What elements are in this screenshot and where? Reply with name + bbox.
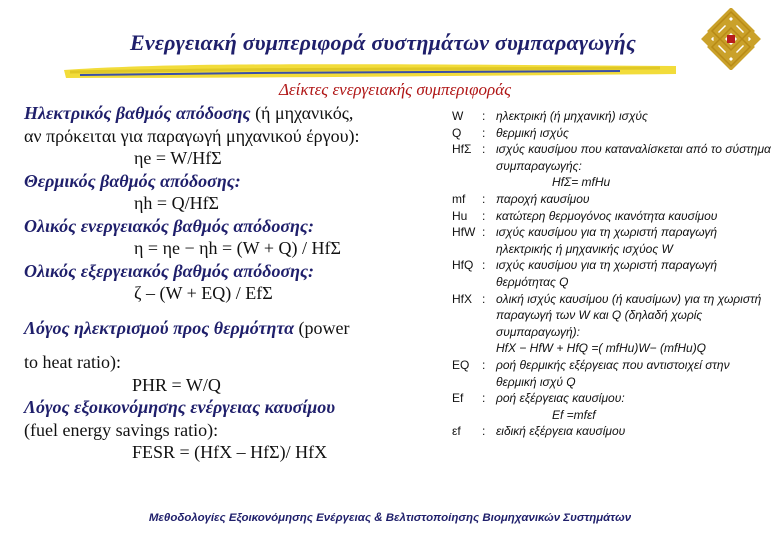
colon: : [482,357,486,372]
definition-row [452,423,772,440]
phr-line [24,317,434,340]
separate-production-equation: HfX − HfW + HfQ =( mfHu)W− (mfHu)Q [496,341,707,356]
colon: : [482,191,486,206]
mechanical-work-note: αν πρόκειται για παραγωγή μηχανικού έργου): [24,125,360,146]
colon: : [482,109,486,123]
footer-course-title: Μεθοδολογίες Εξοικονόμησης Ενέργειας & Βελτιστοποίησης Βιομηχανικών Συστημάτων [148,512,632,524]
colon: : [482,208,486,223]
total-energy-efficiency-equation: η = ηe − ηh = (W + Q) / HfΣ [134,238,341,258]
colon: : [482,424,486,439]
definition-row [452,108,772,125]
symbol: εf [452,424,461,439]
thermal-efficiency-heading: Θερμικός βαθμός απόδοσης: [24,170,241,191]
symbol: HfX [452,291,473,306]
electrical-efficiency-line [24,102,434,125]
colon: : [482,225,486,240]
phr-heading: Λόγος ηλεκτρισμού προς θερμότητα [24,317,295,338]
definition-row [452,291,772,341]
definition: ηλεκτρική (ή μηχανική) ισχύς [496,109,648,123]
definition-row [452,257,772,290]
definition: θερμική ισχύς [496,125,569,140]
symbol: W [452,109,464,123]
definition: ροή θερμικής εξέργειας που αντιστοιχεί στην θερμική ισχύ Q [496,357,730,389]
total-exergy-efficiency-equation: ζ – (W + EQ) / EfΣ [134,283,273,303]
phr-english-note: to heat ratio): [24,352,121,372]
colon: : [482,125,486,140]
symbol: mf [452,191,466,206]
colon: : [482,291,486,306]
section-subtitle: Δείκτες ενεργειακής συμπεριφοράς [278,80,512,99]
definition: ροή εξέργειας καυσίμου: [496,391,625,406]
definition-row [452,224,772,257]
university-logo-icon [700,8,762,70]
definition: ισχύς καυσίμου για τη χωριστή παραγωγή ηλεκτρικής ή μηχανικής ισχύος W [496,225,718,256]
symbol: EQ [452,357,470,372]
definition-row [452,357,772,390]
symbol: HfQ [452,258,474,273]
fesr-heading: Λόγος εξοικονόμησης ενέργειας καυσίμου [24,397,336,417]
definition-row [452,125,772,142]
definition: κατώτερη θερμογόνος ικανότητα καυσίμου [496,208,718,223]
thermal-efficiency-equation: ηh = Q/HfΣ [134,193,220,213]
definition-row [452,390,772,407]
symbol: HfΣ [452,142,472,157]
definition: ειδική εξέργεια καυσίμου [496,424,626,439]
total-energy-efficiency-heading: Ολικός ενεργειακός βαθμός απόδοσης: [24,215,314,236]
definition: ισχύς καυσίμου για τη χωριστή παραγωγή θερμότητας Q [496,258,718,289]
colon: : [482,142,486,157]
left-column [24,102,434,464]
definition-row [452,141,772,174]
symbol: Q [452,125,462,140]
slide-title: Ενεργειακή συμπεριφορά συστημάτων συμπαραγωγής [130,30,636,55]
colon: : [482,391,486,406]
fuel-power-equation: HfΣ= mfHu [552,175,611,190]
colon: : [482,258,486,273]
electrical-efficiency-heading: Ηλεκτρικός βαθμός απόδοσης [24,103,251,123]
symbol: Hu [452,208,468,223]
symbol: Ef [452,391,464,406]
symbol-definitions [452,108,772,440]
total-exergy-efficiency-heading: Ολικός εξεργειακός βαθμός απόδοσης: [24,260,315,281]
definition: ολική ισχύς καυσίμου (ή καυσίμων) για τη χωριστή παραγωγή των W και Q (δηλαδή χωρίς συμπαραγωγή): [496,291,762,339]
electrical-efficiency-note: (ή μηχανικός, [250,103,354,123]
definition: παροχή καυσίμου [496,191,590,206]
definition-row [452,191,772,208]
fesr-english-note: (fuel energy savings ratio): [24,419,219,440]
fesr-equation: FESR = (HfX – HfΣ)/ HfX [132,442,328,462]
fuel-exergy-equation: Ef =mfεf [552,407,596,422]
phr-equation: PHR = W/Q [132,374,221,395]
phr-english-part: (power [294,317,350,338]
definition: ισχύς καυσίμου που καταναλίσκεται από το σύστημα συμπαραγωγής: [496,142,771,173]
electrical-efficiency-equation: ηe = W/HfΣ [134,148,222,168]
symbol: HfW [452,225,476,240]
definition-row [452,208,772,225]
title-underline-brush [60,60,680,82]
